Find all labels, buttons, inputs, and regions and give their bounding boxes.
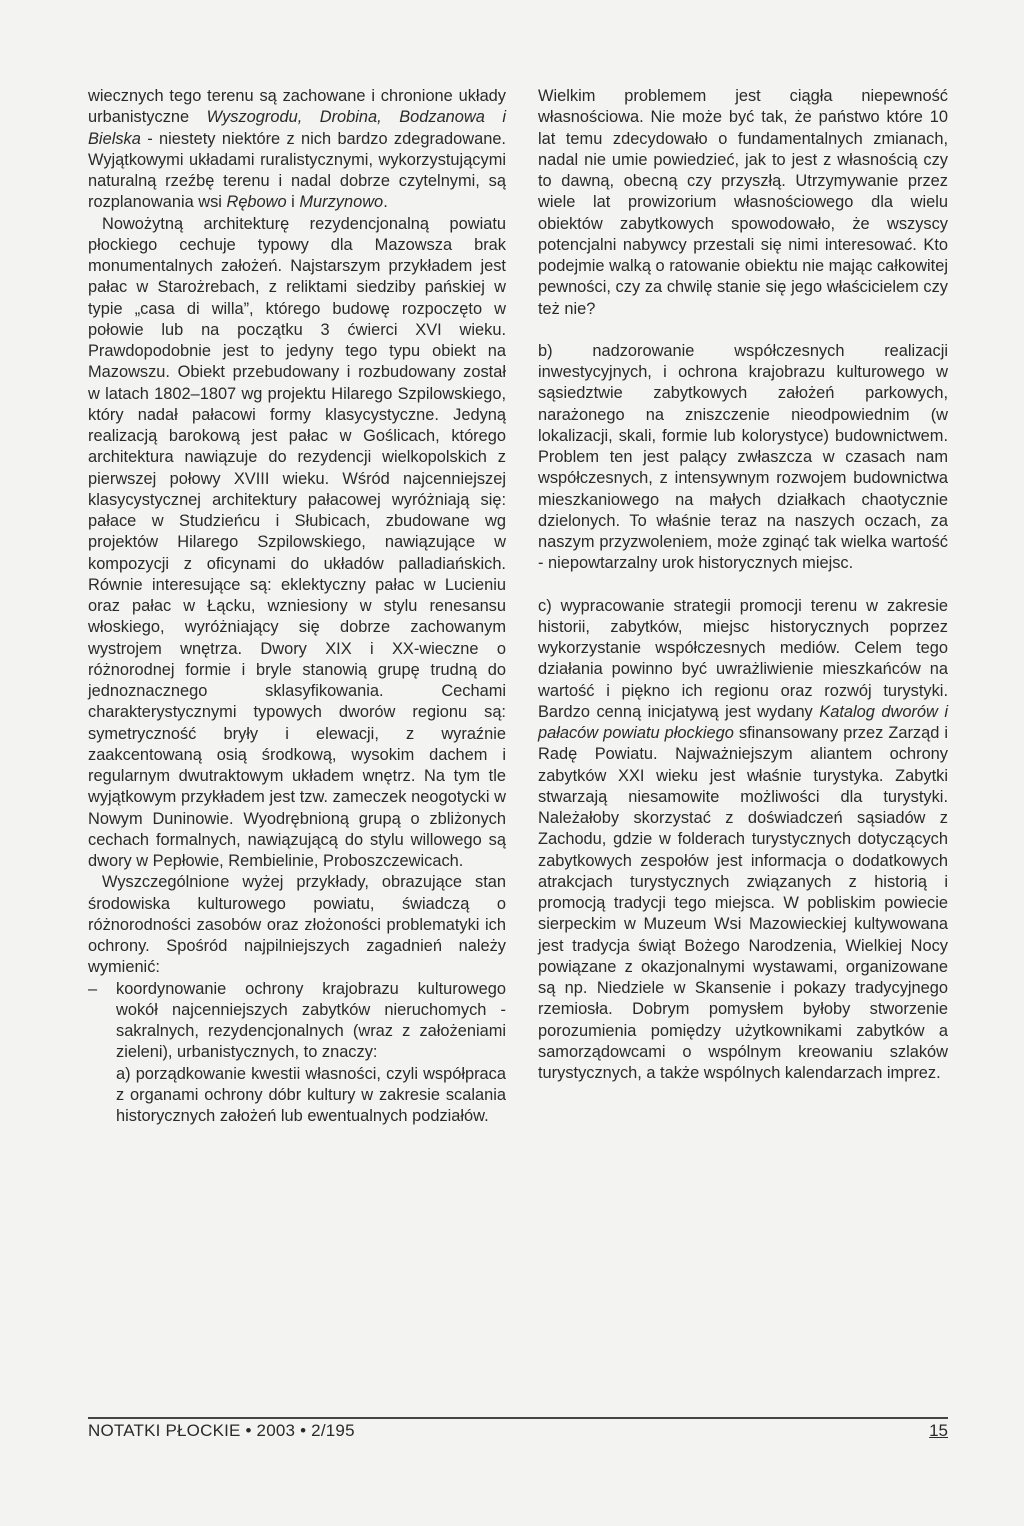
text-run: wiecznych tego terenu są zachowane i chronione układy urbanistyczne <box>88 87 506 127</box>
italic-place-names: Wyszogrodu, Drobina, Bodzanowa i Bielska <box>88 108 506 148</box>
bullet-dash: – <box>88 979 98 998</box>
text-run: c) wypracowanie strategii promocji terenu w zakresie historii, zabytków, miejsc historycznych poprzez wykorzystanie współczesnych mediów. Celem tego działania powinno być uwrażliwienie mieszkańców na wartość i piękno ich regionu oraz rozwój turystyki. Bardzo cenną inicjatywą jest wydany <box>538 596 948 721</box>
text-run: - niestety niektóre z nich bardzo zdegradowane. Wyjątkowymi układami ruralistycznymi, wykorzystującymi naturalną rzeźbę terenu i nadal dobrze czytelnymi, są rozplanowania wsi <box>88 129 506 212</box>
page-number: 15 <box>929 1421 948 1440</box>
italic-village-name: Murzynowo <box>299 193 384 212</box>
list-subitem-b: b) nadzorowanie współczesnych realizacji inwestycyjnych, i ochrona krajobrazu kulturowego w sąsiedztwie zabytkowych założeń parkowych, narażonego na zniszczenie nieodpowiednim (w lokalizacji, skali, formie lub kolorystyce) budownictwem. Problem ten jest palący zwłaszcza w czasach nam współczesnych, z intensywnym rozwojem budownictwa mieszkaniowego na małych działkach chaotycznie dzielonych. To właśnie teraz na naszych oczach, za naszym przyzwoleniem, może zginąć tak wielka wartość - niepowtarzalny urok historycznych miejsc. <box>538 341 948 573</box>
list-item-coordination <box>88 979 506 1128</box>
italic-village-name: Rębowo <box>226 193 287 212</box>
footer-divider <box>88 1417 948 1419</box>
list-subitem-c <box>538 596 948 1085</box>
text-run: sfinansowany przez Zarząd i Radę Powiatu. Najważniejszym aliantem ochrony zabytków XXI wieku jest właśnie turystyka. Zabytki stwarzają niesamowite możliwości dla turystyki. Należałoby skorzystać z doświadczeń sąsiadów z Zachodu, gdzie w folderach turystycznych dotyczących zabytkowych zespołów jest informacja o dodatkowych atrakcjach turystycznych związanych z historią i promocją tradycji tego miejsca. W pobliskim powiecie sierpeckim w Muzeum Wsi Mazowieckiej kultywowana jest tradycja świąt Bożego Narodzenia, Wielkiej Nocy powiązane z okazjonalnymi wystawami, organizowane są np. Niedziele w Skansenie i pokazy tradycyjnego rzemiosła. Dobrym pomysłem byłoby stworzenie porozumienia pomiędzy użytkownikami zabytków a samorządowcami o wspólnym kreowaniu szlaków turystycznych, a także wspólnych kalendarzach imprez. <box>538 724 948 1082</box>
paragraph-urban-layouts <box>88 86 506 214</box>
list-item-text: koordynowanie ochrony krajobrazu kulturowego wokół najcenniejszych zabytków nieruchomych - sakralnych, rezydencjonalnych (wraz z założeniami zieleni), urbanistycznych, to znaczy: <box>116 979 506 1062</box>
list-subitem-a: a) porządkowanie kwestii własności, czyli współpraca z organami ochrony dóbr kultury w zakresie scalania historycznych założeń lub ewentualnych podziałów. <box>116 1064 506 1125</box>
text-run: i <box>286 193 300 212</box>
article-column-left <box>88 86 506 1127</box>
footer-journal-title: NOTATKI PŁOCKIE • 2003 • 2/195 <box>88 1421 355 1440</box>
paragraph-residential-architecture: Nowożytną architekturę rezydencjonalną powiatu płockiego cechuje typowy dla Mazowsza brak monumentalnych założeń. Najstarszym przykładem jest pałac w Starożrebach, z reliktami siedziby pańskiej w typie „casa di willa”, którego budowę rozpoczęto w połowie lub na początku 3 ćwierci XVI wieku. Prawdopodobnie jest to jedyny tego typu obiekt na Mazowszu. Obiekt przebudowany i rozbudowany został w latach 1802–1807 wg projektu Hilarego Szpilowskiego, który nadał pałacowi formy klasycystyczne. Jedyną realizacją barokową jest pałac w Goślicach, którego architektura nawiązuje do rezydencji wielkopolskich z pierwszej połowy XVIII wieku. Wśród najcenniejszej klasycystycznej architektury pałacowej wyróżniają się: pałace w Studzieńcu i Słubicach, zbudowane wg projektów Hilarego Szpilowskiego, nawiązujące w kompozycji z oficynami do układów palladiańskich. Równie interesujące są: eklektyczny pałac w Lucieniu oraz pałac w Łącku, wzniesiony w stylu renesansu włoskiego, wyróżniający się dobrze zachowanym wystrojem wnętrza. Dwory XIX i XX-wieczne o różnorodnej formie i bryle stanowią grupę trudną do jednoznacznego sklasyfikowania. Cechami charakterystycznymi typowych dworów regionu są: symetryczność bryły i elewacji, z wyraźnie zaakcentowaną osią środkową, wysokim dachem i regularnym dwutraktowym układem wnętrz. Na tym tle wyjątkowym przykładem jest tzw. zameczek neogotycki w Nowym Duninowie. Wyodrębnioną grupą o zbliżonych cechach formalnych, nawiązującą do stylu willowego są dwory w Pepłowie, Rembielinie, Proboszczewicach. <box>88 214 506 870</box>
article-column-right <box>538 86 948 1084</box>
text-run: . <box>383 193 388 212</box>
italic-catalog-title: Katalog dworów i pałaców powiatu płockiego <box>538 702 948 742</box>
paragraph-summary: Wyszczególnione wyżej przykłady, obrazujące stan środowiska kulturowego powiatu, świadczą o różnorodności zasobów oraz złożoności problematyki ich ochrony. Spośród najpilniejszych zagadnień należy wymienić: <box>88 873 506 977</box>
paragraph-ownership-problem: Wielkim problemem jest ciągła niepewność własnościowa. Nie może być tak, że państwo które 10 lat temu zdecydowało o fundamentalnych zmianach, nadal nie umie powiedzieć, jak to jest z własnością czy to dawną, obecną czy przyszłą. Utrzymywanie przez wiele lat prowizorium własnościowego dla wielu obiektów zabytkowych spowodowało, że wszyscy potencjalni nabywcy przestali się nimi interesować. Kto podejmie walką o ratowanie obiektu nie mając całkowitej pewności, czy za chwilę stanie się jego właścicielem czy też nie? <box>538 87 948 318</box>
